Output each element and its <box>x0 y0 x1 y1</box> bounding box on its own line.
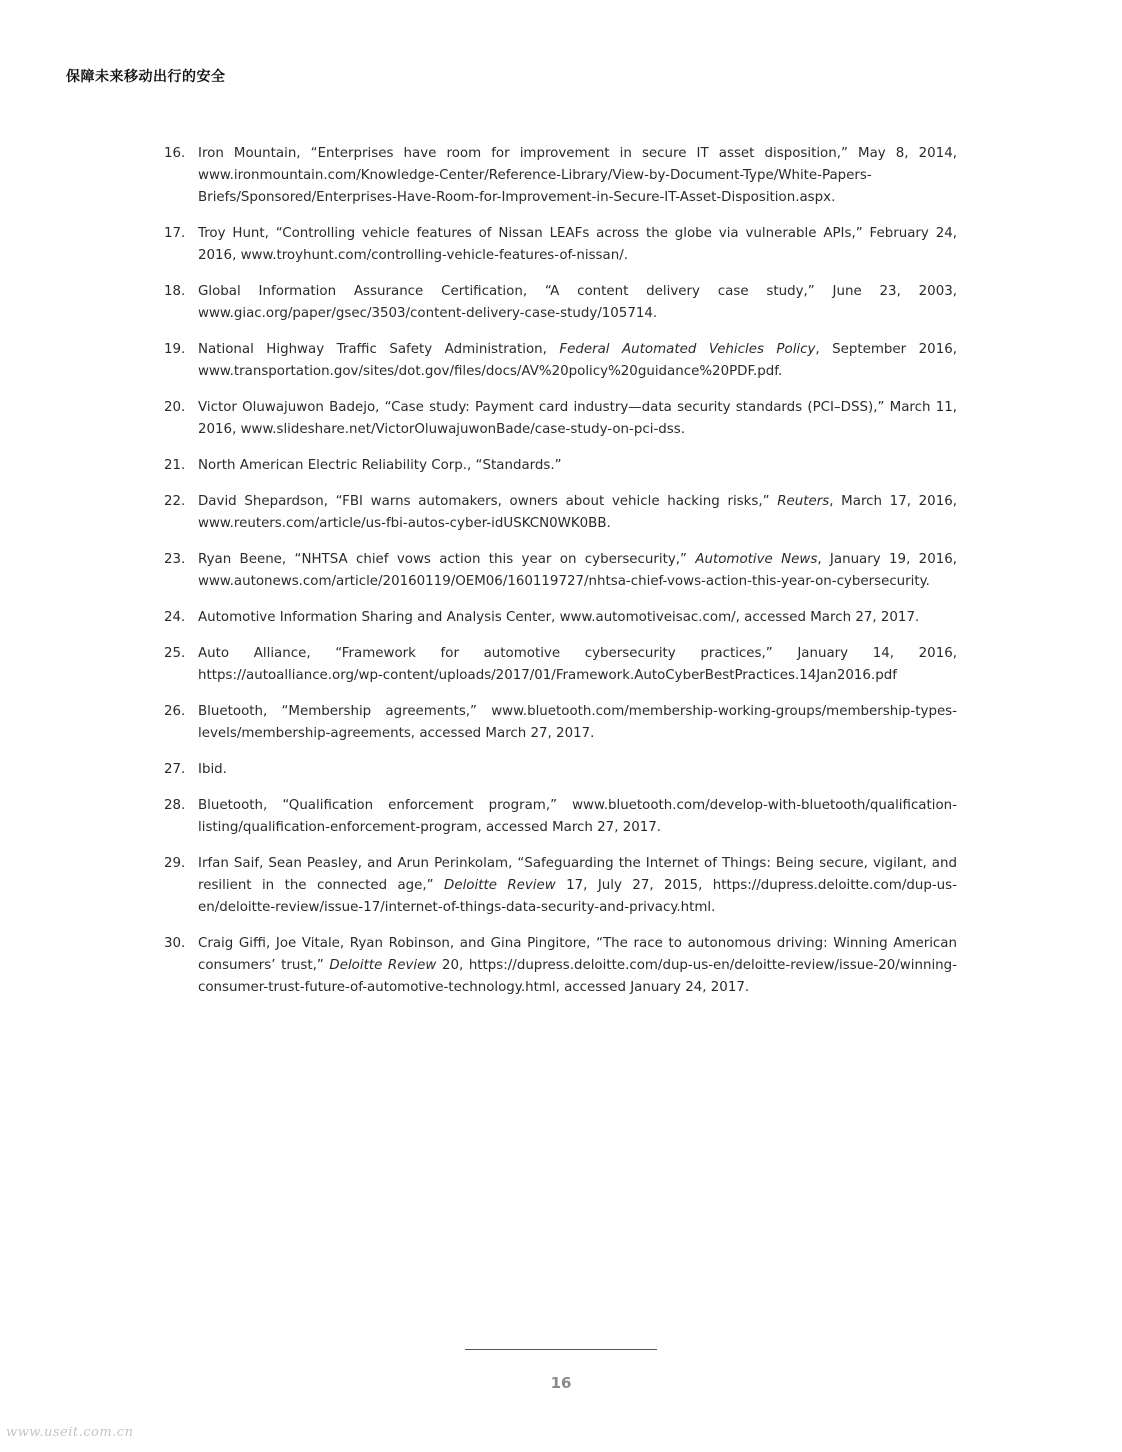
reference-item <box>164 143 957 209</box>
reference-text <box>198 759 957 781</box>
reference-number: 20. <box>164 400 186 415</box>
reference-segment: Troy Hunt, “Controlling vehicle features of Nissan LEAFs across the globe via vulnerable APIs,” February 24, 2016, www.troyhunt.com/controlling-vehicle-features-of-nissan/. <box>198 226 957 263</box>
reference-title-italic: Deloitte Review <box>329 958 437 973</box>
reference-text <box>198 281 957 325</box>
reference-text <box>198 795 957 839</box>
reference-number: 16. <box>164 146 186 161</box>
reference-item <box>164 549 957 593</box>
reference-title-italic: Federal Automated Vehicles Policy <box>559 342 816 357</box>
page-number: 16 <box>550 1374 572 1392</box>
reference-number: 19. <box>164 342 186 357</box>
reference-number: 18. <box>164 284 186 299</box>
reference-segment: , September 2016, www.transportation.gov/sites/dot.gov/files/docs/AV%20policy%20guidance%20PDF.pdf. <box>198 342 958 379</box>
reference-number: 30. <box>164 936 186 951</box>
reference-segment: Craig Giffi, Joe Vitale, Ryan Robinson, and Gina Pingitore, “The race to autonomous driving: Winning American consumers’ trust,” <box>198 936 957 973</box>
page-header-title: 保障未来移动出行的安全 <box>66 69 226 85</box>
reference-item <box>164 397 957 441</box>
reference-item <box>164 701 957 745</box>
reference-segment: David Shepardson, “FBI warns automakers, owners about vehicle hacking risks,” <box>198 494 778 509</box>
reference-segment: Automotive Information Sharing and Analysis Center, www.automotiveisac.com/, accessed March 27, 2017. <box>198 610 920 625</box>
reference-title-italic: Reuters <box>777 494 830 509</box>
reference-segment: Auto Alliance, “Framework for automotive cybersecurity practices,” January 14, 2016, https://autoalliance.org/wp-content/uploads/2017/01/Framework.AutoCyberBestPractices.14Jan2016.pdf <box>198 646 957 683</box>
reference-segment: , March 17, 2016, www.reuters.com/article/us-fbi-autos-cyber-idUSKCN0WK0BB. <box>198 494 957 531</box>
reference-item <box>164 491 957 535</box>
reference-segment: Bluetooth, “Membership agreements,” www.bluetooth.com/membership-working-groups/membership-types-levels/membership-agreements, accessed March 27, 2017. <box>198 704 957 741</box>
reference-number: 17. <box>164 226 186 241</box>
reference-segment: Ibid. <box>198 762 227 777</box>
reference-title-italic: Automotive News <box>695 552 818 567</box>
reference-text <box>198 339 957 383</box>
reference-item <box>164 759 957 781</box>
watermark-text: www.useit.com.cn <box>6 1425 134 1440</box>
reference-segment: Irfan Saif, Sean Peasley, and Arun Perinkolam, “Safeguarding the Internet of Things: Being secure, vigilant, and resilient in the connected age,” <box>198 856 957 893</box>
reference-item <box>164 933 957 999</box>
reference-segment: National Highway Traffic Safety Administration, <box>198 342 560 357</box>
reference-text <box>198 701 957 745</box>
reference-text <box>198 455 957 477</box>
reference-text <box>198 143 957 209</box>
reference-segment: 17, July 27, 2015, https://dupress.deloitte.com/dup-us-en/deloitte-review/issue-17/internet-of-things-data-security-and-privacy.html. <box>198 878 957 915</box>
reference-number: 24. <box>164 610 186 625</box>
reference-segment: Bluetooth, “Qualification enforcement program,” www.bluetooth.com/develop-with-bluetooth/qualification-listing/qualification-enforcement-program, accessed March 27, 2017. <box>198 798 957 835</box>
reference-list <box>164 143 957 1013</box>
reference-segment: Ryan Beene, “NHTSA chief vows action this year on cybersecurity,” <box>198 552 696 567</box>
reference-number: 22. <box>164 494 186 509</box>
reference-segment: 20, https://dupress.deloitte.com/dup-us-en/deloitte-review/issue-20/winning-consumer-trust-future-of-automotive-technology.html, accessed January 24, 2017. <box>198 958 957 995</box>
reference-segment: Victor Oluwajuwon Badejo, “Case study: Payment card industry—data security standards (PCI–DSS),” March 11, 2016, www.slideshare.net/VictorOluwajuwonBade/case-study-on-pci-dss. <box>198 400 957 437</box>
reference-item <box>164 643 957 687</box>
footer-divider <box>465 1349 657 1350</box>
reference-number: 27. <box>164 762 186 777</box>
reference-text <box>198 223 957 267</box>
reference-number: 25. <box>164 646 186 661</box>
reference-segment: , January 19, 2016, www.autonews.com/article/20160119/OEM06/160119727/nhtsa-chief-vows-action-this-year-on-cybersecurity. <box>198 552 958 589</box>
reference-segment: Iron Mountain, “Enterprises have room for improvement in secure IT asset disposition,” May 8, 2014, www.ironmountain.com/Knowledge-Center/Reference-Library/View-by-Document-Type/White-Papers-Briefs/Sponsored/Enterprises-Have-Room-for-Improvement-in-Secure-IT-Asset-Disposition.aspx. <box>198 146 957 205</box>
reference-number: 26. <box>164 704 186 719</box>
reference-text <box>198 607 957 629</box>
reference-text <box>198 491 957 535</box>
reference-number: 28. <box>164 798 186 813</box>
reference-text <box>198 397 957 441</box>
reference-item <box>164 339 957 383</box>
reference-item <box>164 853 957 919</box>
reference-item <box>164 607 957 629</box>
reference-item <box>164 455 957 477</box>
reference-text <box>198 643 957 687</box>
reference-segment: Global Information Assurance Certification, “A content delivery case study,” June 23, 2003, www.giac.org/paper/gsec/3503/content-delivery-case-study/105714. <box>198 284 957 321</box>
reference-number: 21. <box>164 458 186 473</box>
reference-item <box>164 281 957 325</box>
reference-title-italic: Deloitte Review <box>444 878 556 893</box>
reference-text <box>198 549 957 593</box>
reference-item <box>164 795 957 839</box>
reference-text <box>198 853 957 919</box>
reference-segment: North American Electric Reliability Corp., “Standards.” <box>198 458 562 473</box>
reference-text <box>198 933 957 999</box>
reference-item <box>164 223 957 267</box>
reference-number: 23. <box>164 552 186 567</box>
reference-number: 29. <box>164 856 186 871</box>
